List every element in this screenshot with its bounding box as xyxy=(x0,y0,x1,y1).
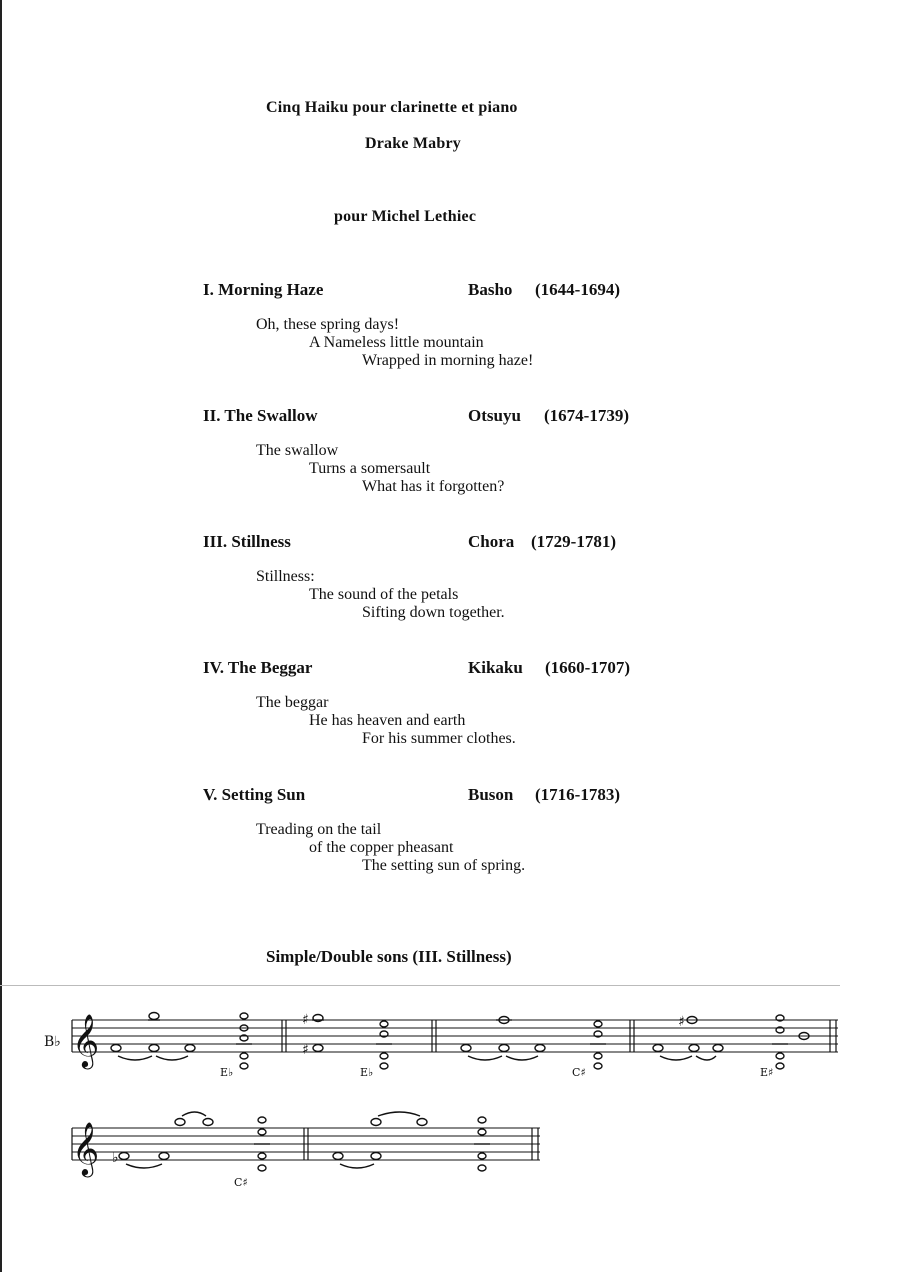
svg-text:♯: ♯ xyxy=(302,1042,309,1058)
haiku-line: What has it forgotten? xyxy=(362,478,505,495)
haiku-line: Sifting down together. xyxy=(362,604,505,621)
haiku-line: He has heaven and earth xyxy=(309,712,466,729)
haiku-line: Wrapped in morning haze! xyxy=(362,352,534,369)
accidentals xyxy=(112,1012,685,1166)
dedication: pour Michel Lethiec xyxy=(334,208,477,225)
haiku-line: The beggar xyxy=(256,694,329,711)
poet-dates: (1644-1694) xyxy=(535,280,620,299)
section-heading: I. Morning Haze xyxy=(203,280,324,299)
poet-dates: (1660-1707) xyxy=(545,658,630,677)
svg-text:♭: ♭ xyxy=(112,1150,119,1166)
accidental-label: C♯ xyxy=(234,1176,248,1189)
haiku-line: The setting sun of spring. xyxy=(362,857,526,874)
haiku-line: Turns a somersault xyxy=(309,460,431,477)
section-heading: III. Stillness xyxy=(203,532,291,551)
haiku-line: The swallow xyxy=(256,442,339,459)
section-heading: IV. The Beggar xyxy=(203,658,313,677)
haiku-line: For his summer clothes. xyxy=(362,730,516,747)
poet-name: Chora xyxy=(468,532,515,551)
poet-name: Buson xyxy=(468,785,514,804)
staff-2 xyxy=(72,1128,540,1160)
haiku-line: Stillness: xyxy=(256,568,315,585)
music-notation xyxy=(0,990,900,1220)
accidental-label: E♭ xyxy=(360,1066,374,1079)
treble-clef-icon: 𝄞 xyxy=(72,1121,100,1175)
haiku-line: A Nameless little mountain xyxy=(309,334,484,351)
accidental-label: E♭ xyxy=(220,1066,234,1079)
svg-text:♯: ♯ xyxy=(678,1014,685,1030)
poet-dates: (1716-1783) xyxy=(535,785,620,804)
accidental-label: C♯ xyxy=(572,1066,586,1079)
page-title: Cinq Haiku pour clarinette et piano xyxy=(266,99,518,116)
instrument-label: B♭ xyxy=(44,1034,61,1050)
poet-name: Otsuyu xyxy=(468,406,521,425)
section-heading: V. Setting Sun xyxy=(203,785,306,804)
haiku-line: of the copper pheasant xyxy=(309,839,454,856)
haiku-line: Oh, these spring days! xyxy=(256,316,400,333)
composer-name: Drake Mabry xyxy=(365,135,461,152)
notes-staff-1 xyxy=(111,1013,809,1070)
barlines xyxy=(72,1020,836,1160)
treble-clef-icon: 𝄞 xyxy=(72,1013,100,1067)
haiku-line: Treading on the tail xyxy=(256,821,382,838)
poet-name: Basho xyxy=(468,280,513,299)
separator-line xyxy=(0,985,840,986)
notation-title: Simple/Double sons (III. Stillness) xyxy=(266,947,512,966)
section-heading: II. The Swallow xyxy=(203,406,318,425)
svg-text:♯: ♯ xyxy=(302,1012,309,1028)
poet-dates: (1729-1781) xyxy=(531,532,616,551)
accidental-label: E♯ xyxy=(760,1066,774,1079)
poet-dates: (1674-1739) xyxy=(544,406,629,425)
poet-name: Kikaku xyxy=(468,658,523,677)
haiku-line: The sound of the petals xyxy=(309,586,459,603)
